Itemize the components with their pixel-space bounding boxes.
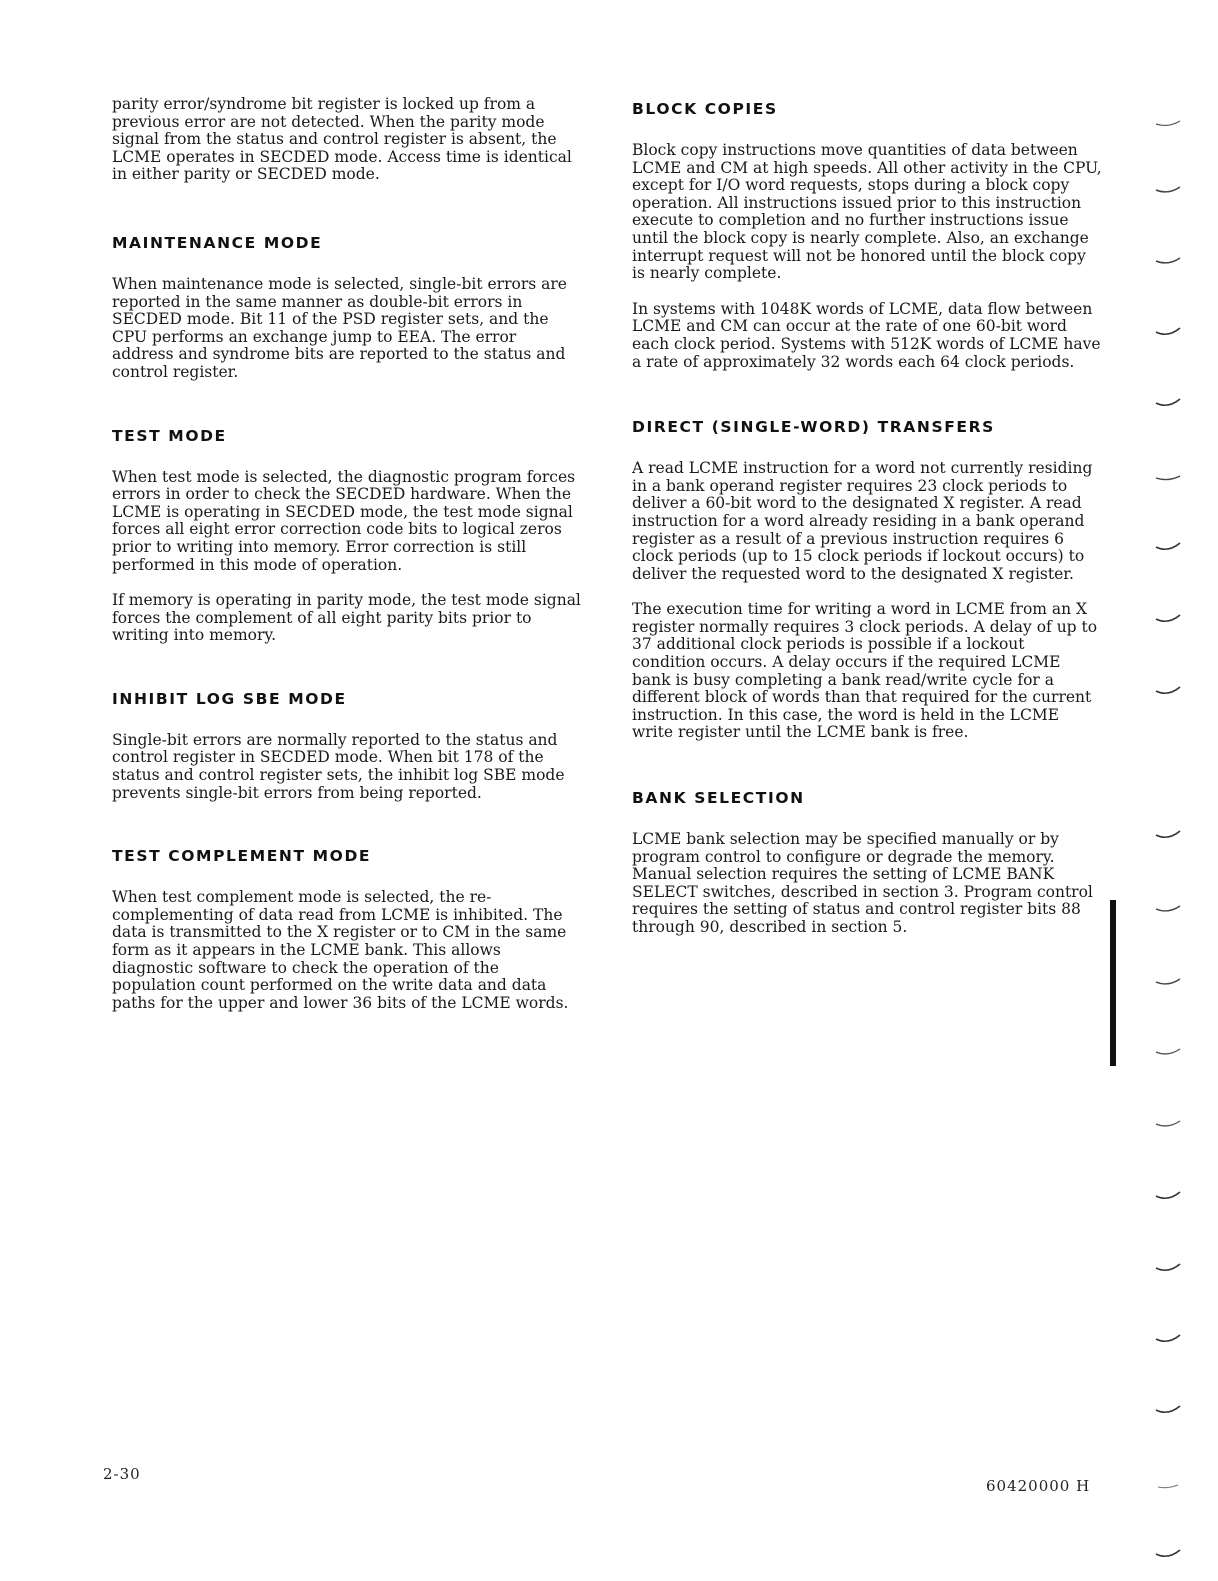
direct-transfers-paragraph-2: The execution time for writing a word in LCME from an X register normally requires 3 clock periods. A delay of up to 37 additional clock periods is possible if a lockout condition occurs. A delay occurs if the required LCME bank is busy completing a bank read/write cycle for a different block of words than that required for the current instruction. In this case, the word is held in the LCME write register until the LCME bank is free. [632, 600, 1098, 742]
block-copies-paragraph-1: Block copy instructions move quantities of data between LCME and CM at high speeds. All other activity in the CPU, except for I/O word requests, stops during a block copy operation. All instructions issued prior to this instruction execute to completion and no further instructions issue until the block copy is nearly complete. Also, an exchange interrupt request will not be honored until the block copy is nearly complete. [632, 141, 1102, 283]
direct-transfers-paragraph-1: A read LCME instruction for a word not currently residing in a bank operand register requires 23 clock periods to deliver a 60-bit word to the designated X register. A read instruction for a word already residing in a bank operand register as a result of a previous instruction requires 6 clock periods (up to 15 clock periods if lockout occurs) to deliver the requested word to the designated X register. [632, 459, 1093, 583]
test-mode-paragraph-1: When test mode is selected, the diagnostic program forces errors in order to check the SECDED hardware. When the LCME is operating in SECDED mode, the test mode signal forces all eight error correction code bits to logical zeros prior to writing into memory. Error correction is still performed in this mode of operation. [112, 467, 576, 574]
direct-transfers-heading: DIRECT (SINGLE-WORD) TRANSFERS [632, 418, 995, 437]
binder-hole-mark-icon [1152, 472, 1184, 486]
binder-hole-mark-icon [1152, 1404, 1184, 1418]
binder-hole-mark-icon [1152, 976, 1184, 990]
binder-hole-mark-icon [1152, 613, 1184, 627]
block-copies-heading: BLOCK COPIES [632, 100, 778, 118]
binder-hole-mark-icon [1152, 829, 1184, 843]
test-complement-mode-paragraph: When test complement mode is selected, the re-complementing of data read from LCME is inhibited. The data is transmitted to the X register or to CM in the same form as it appears in the LCME bank. This allows diagnostic software to check the operation of the population count performed on the write data and data paths for the upper and lower 36 bits of the LCME words. [112, 888, 569, 1012]
binder-hole-mark-icon [1152, 1262, 1184, 1276]
binder-hole-mark-icon [1152, 1333, 1184, 1347]
test-mode-heading: TEST MODE [112, 426, 227, 445]
maintenance-mode-heading: MAINTENANCE MODE [112, 233, 323, 252]
binder-hole-mark-icon [1152, 1046, 1184, 1060]
bank-selection-paragraph: LCME bank selection may be specified manually or by program control to configure or degrade the memory. Manual selection requires the setting of LCME BANK SELECT switches, described in section 3. Program control requires the setting of status and control register bits 88 through 90, described in section 5. [632, 830, 1093, 936]
inhibit-log-sbe-mode-heading: INHIBIT LOG SBE MODE [112, 689, 347, 708]
right-column [632, 100, 1102, 937]
maintenance-mode-paragraph: When maintenance mode is selected, single-bit errors are reported in the same manner as double-bit errors in SECDED mode. Bit 11 of the PSD register sets, and the CPU performs an exchange jump to EEA. The error address and syndrome bits are reported to the status and control register. [112, 274, 567, 381]
binder-hole-mark-icon [1152, 1480, 1184, 1494]
binder-hole-mark-icon [1152, 685, 1184, 699]
binder-hole-mark-icon [1152, 118, 1184, 132]
test-complement-mode-heading: TEST COMPLEMENT MODE [112, 847, 372, 866]
inhibit-log-sbe-mode-paragraph: Single-bit errors are normally reported to the status and control register in SECDED mode. When bit 178 of the status and control register sets, the inhibit log SBE mode prevents single-bit errors from being reported. [112, 730, 565, 802]
change-bar [1110, 900, 1116, 1066]
page-number: 2-30 [103, 1465, 141, 1483]
block-copies-paragraph-2: In systems with 1048K words of LCME, data flow between LCME and CM can occur at the rate of one 60-bit word each clock period. Systems with 512K words of LCME have a rate of approximately 32 words each 64 clock periods. [632, 299, 1101, 371]
left-column [112, 96, 582, 1012]
binder-hole-mark-icon [1152, 255, 1184, 269]
bank-selection-heading: BANK SELECTION [632, 789, 805, 808]
binder-hole-mark-icon [1152, 903, 1184, 917]
test-mode-paragraph-2: If memory is operating in parity mode, the test mode signal forces the complement of all eight parity bits prior to writing into memory. [112, 591, 581, 645]
document-number: 60420000 H [986, 1477, 1091, 1495]
binder-hole-mark-icon [1152, 1190, 1184, 1204]
binder-hole-mark-icon [1152, 397, 1184, 411]
binder-hole-mark-icon [1152, 1118, 1184, 1132]
binder-hole-mark-icon [1152, 541, 1184, 555]
intro-paragraph: parity error/syndrome bit register is locked up from a previous error are not detected. When the parity mode signal from the status and control register is absent, the LCME operates in SECDED mode. Access time is identical in either parity or SECDED mode. [112, 95, 572, 184]
binder-hole-mark-icon [1152, 1548, 1184, 1562]
binder-hole-mark-icon [1152, 184, 1184, 198]
binder-hole-mark-icon [1152, 326, 1184, 340]
